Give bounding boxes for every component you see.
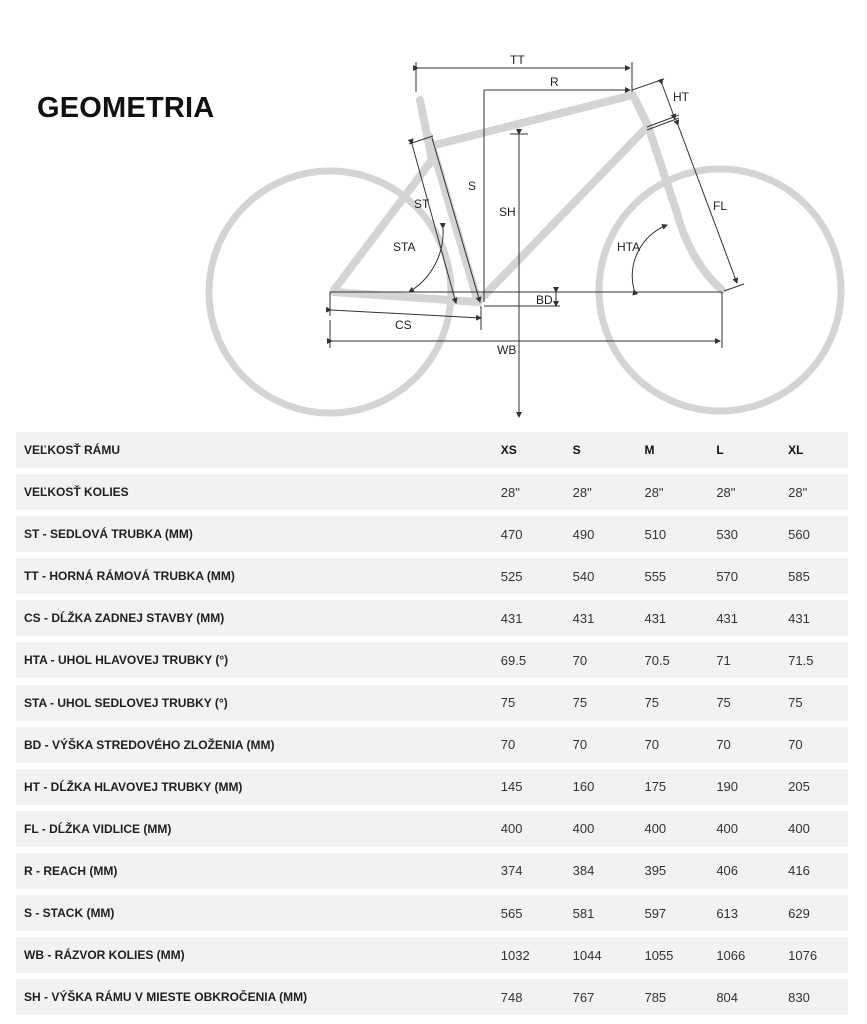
label-sta: STA (393, 240, 416, 254)
bike-geometry-diagram (0, 0, 867, 425)
size-header: M (644, 443, 655, 457)
table-cell: 530 (716, 526, 739, 542)
table-row (16, 685, 848, 721)
table-cell: 597 (644, 905, 667, 921)
table-row (16, 642, 848, 678)
table-cell: 190 (716, 779, 739, 795)
table-cell: 71.5 (788, 652, 814, 668)
table-cell: 28" (500, 484, 520, 500)
label-r: R (550, 75, 559, 89)
table-cell: 555 (644, 568, 667, 584)
table-cell: 830 (788, 989, 810, 1005)
row-label: TT - HORNÁ RÁMOVÁ TRUBKA (MM) (24, 569, 235, 584)
table-row (16, 474, 848, 510)
header-label: VEĽKOSŤ RÁMU (24, 443, 120, 457)
table-row (16, 937, 848, 973)
page-title: GEOMETRIA (37, 92, 215, 124)
row-label: R - REACH (MM) (24, 863, 118, 878)
table-cell: 804 (716, 989, 739, 1005)
table-cell: 374 (500, 863, 523, 879)
table-cell: 431 (788, 610, 810, 626)
table-row (16, 895, 848, 931)
label-cs: CS (395, 318, 412, 332)
row-label: HTA - UHOL HLAVOVEJ TRUBKY (°) (24, 653, 229, 668)
table-cell: 406 (716, 863, 739, 879)
table-cell: 70 (644, 737, 659, 753)
table-row (16, 853, 848, 889)
row-label: VEĽKOSŤ KOLIES (24, 485, 129, 500)
label-sh: SH (499, 205, 516, 219)
table-cell: 75 (500, 695, 516, 711)
table-cell: 70 (572, 737, 588, 753)
label-fl: FL (713, 199, 728, 213)
table-cell: 400 (644, 821, 667, 837)
table-cell: 1076 (788, 947, 818, 963)
table-cell: 416 (788, 863, 810, 879)
table-cell: 70 (500, 737, 516, 753)
table-cell: 581 (572, 905, 595, 921)
row-label: S - STACK (MM) (24, 906, 115, 921)
label-s: S (468, 179, 477, 193)
geometry-table (16, 432, 848, 1021)
table-cell: 560 (788, 526, 810, 542)
size-header: L (716, 443, 724, 457)
table-cell: 1066 (716, 947, 746, 963)
row-label: CS - DĹŽKA ZADNEJ STAVBY (MM) (24, 611, 225, 626)
table-cell: 28" (644, 484, 664, 500)
table-cell: 613 (716, 905, 739, 921)
table-cell: 767 (572, 989, 595, 1005)
size-header: XL (788, 443, 804, 457)
label-wb: WB (497, 343, 517, 357)
table-row (16, 979, 848, 1015)
table-cell: 384 (572, 863, 595, 879)
label-hta: HTA (617, 240, 641, 254)
table-cell: 400 (572, 821, 595, 837)
table-row (16, 600, 848, 636)
table-cell: 69.5 (500, 652, 527, 668)
table-cell: 70.5 (644, 652, 670, 668)
table-cell: 510 (644, 526, 667, 542)
table-cell: 70 (572, 652, 588, 668)
table-cell: 145 (500, 779, 523, 795)
row-label: ST - SEDLOVÁ TRUBKA (MM) (24, 527, 193, 542)
table-cell: 570 (716, 568, 739, 584)
table-row (16, 558, 848, 594)
table-cell: 205 (788, 779, 810, 795)
table-cell: 28" (788, 484, 808, 500)
row-label: FL - DĹŽKA VIDLICE (MM) (24, 821, 172, 836)
table-cell: 400 (500, 821, 523, 837)
table-cell: 400 (788, 821, 810, 837)
label-ht: HT (673, 90, 689, 104)
row-label: WB - RÁZVOR KOLIES (MM) (24, 948, 185, 963)
table-cell: 75 (644, 695, 659, 711)
table-cell: 395 (644, 863, 667, 879)
table-cell: 75 (788, 695, 803, 711)
table-cell: 748 (500, 989, 523, 1005)
table-cell: 490 (572, 526, 595, 542)
table-cell: 400 (716, 821, 739, 837)
table-cell: 525 (500, 568, 523, 584)
table-row (16, 769, 848, 805)
size-header: XS (500, 443, 517, 457)
table-cell: 75 (572, 695, 588, 711)
table-cell: 431 (500, 610, 523, 626)
table-cell: 1055 (644, 947, 674, 963)
table-cell: 71 (716, 652, 731, 668)
table-cell: 1032 (500, 947, 530, 963)
table-cell: 160 (572, 779, 595, 795)
table-header-row (16, 432, 848, 468)
row-label: SH - VÝŠKA RÁMU V MIESTE OBKROČENIA (MM) (24, 990, 308, 1005)
row-label: BD - VÝŠKA STREDOVÉHO ZLOŽENIA (MM) (24, 737, 275, 752)
table-cell: 70 (716, 737, 731, 753)
row-label: HT - DĹŽKA HLAVOVEJ TRUBKY (MM) (24, 779, 243, 794)
table-cell: 28" (716, 484, 736, 500)
label-bd: BD (536, 293, 553, 307)
table-cell: 431 (716, 610, 739, 626)
table-cell: 1044 (572, 947, 602, 963)
table-body (16, 474, 848, 1015)
table-cell: 70 (788, 737, 803, 753)
table-cell: 565 (500, 905, 523, 921)
table-row (16, 727, 848, 763)
table-cell: 175 (644, 779, 667, 795)
size-header: S (572, 443, 581, 457)
table-row (16, 516, 848, 552)
table-cell: 470 (500, 526, 523, 542)
table-cell: 540 (572, 568, 595, 584)
table-cell: 431 (644, 610, 667, 626)
table-cell: 785 (644, 989, 667, 1005)
table-row (16, 811, 848, 847)
table-cell: 431 (572, 610, 595, 626)
table-cell: 629 (788, 905, 810, 921)
bike-frame (334, 95, 722, 302)
label-tt: TT (510, 53, 525, 67)
table-cell: 28" (572, 484, 592, 500)
table-cell: 75 (716, 695, 731, 711)
table-cell: 585 (788, 568, 810, 584)
label-st: ST (414, 197, 430, 211)
row-label: STA - UHOL SEDLOVEJ TRUBKY (°) (24, 695, 228, 710)
